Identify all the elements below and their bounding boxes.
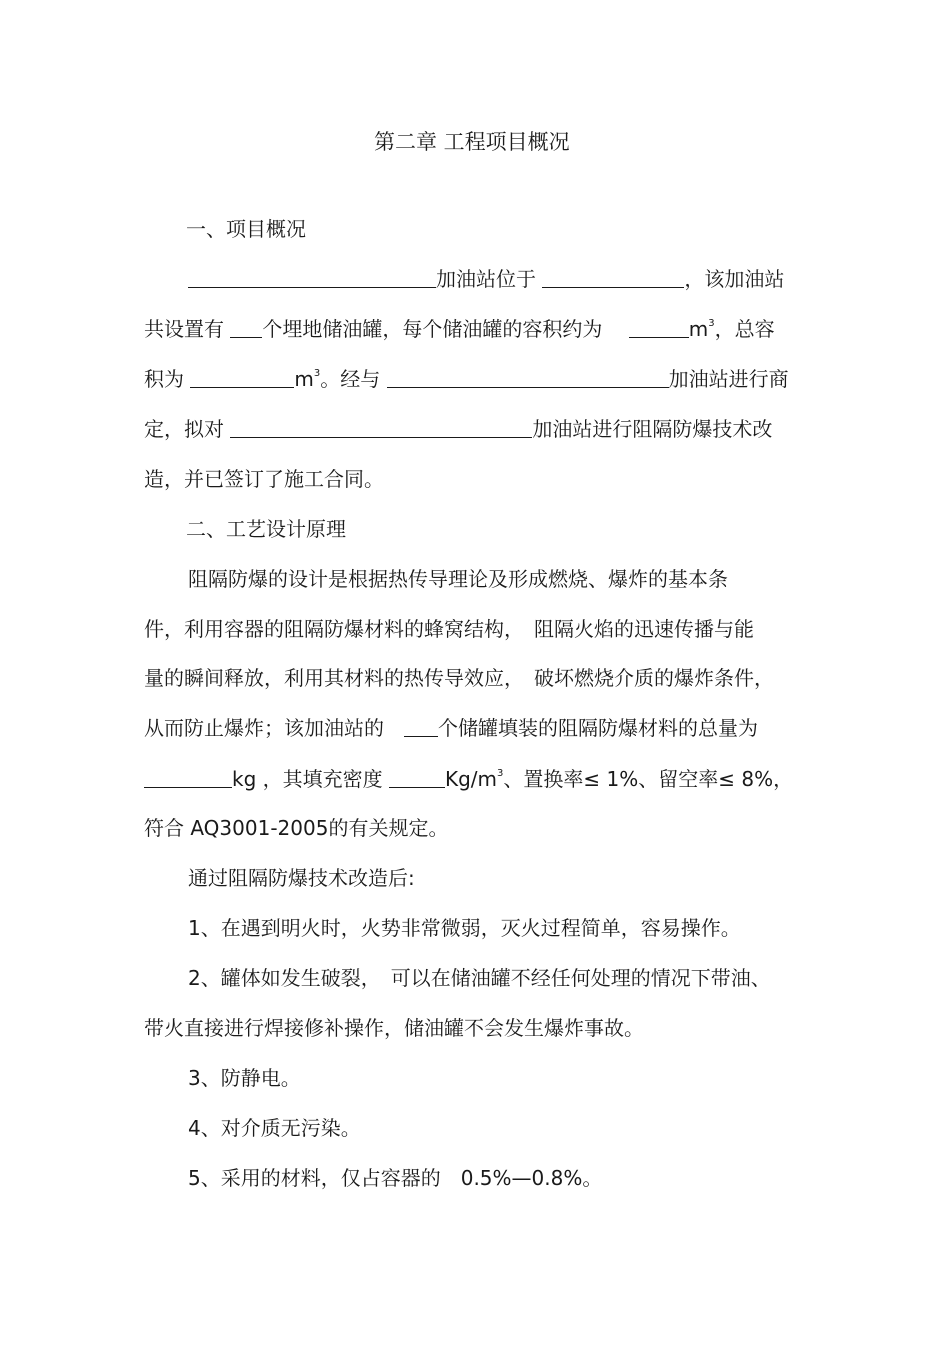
overview-line-2 xyxy=(144,317,775,341)
text: m xyxy=(294,367,314,391)
text: ，总容 xyxy=(714,317,775,341)
list-item: 5、采用的材料，仅占容器的 0.5%—0.8%。 xyxy=(188,1166,603,1190)
text: 积为 xyxy=(144,367,184,391)
process-line-5 xyxy=(144,767,793,791)
blank-field xyxy=(404,716,438,737)
blank-field xyxy=(542,267,684,288)
text: 从而防止爆炸；该加油站的 xyxy=(144,716,384,740)
superscript: 3 xyxy=(313,368,321,379)
list-item: 带火直接进行焊接修补操作，储油罐不会发生爆炸事故。 xyxy=(144,1016,644,1040)
process-line-4 xyxy=(144,716,758,740)
text: Kg/m xyxy=(445,767,498,791)
list-item: 4、对介质无污染。 xyxy=(188,1116,361,1140)
text: 加油站进行阻隔防爆技术改 xyxy=(532,417,773,441)
section-heading-overview: 一、项目概况 xyxy=(186,217,306,241)
list-item: 1、在遇到明火时，火势非常微弱，灭火过程简单，容易操作。 xyxy=(188,916,741,940)
text: 加油站进行商 xyxy=(668,367,789,391)
blank-field xyxy=(188,267,436,288)
process-line-2: 件，利用容器的阻隔防爆材料的蜂窝结构， 阻隔火焰的迅速传播与能 xyxy=(144,617,754,641)
text: 个埋地储油罐，每个储油罐的容积约为 xyxy=(262,317,603,341)
list-item: 3、防静电。 xyxy=(188,1066,301,1090)
blank-field xyxy=(230,317,262,338)
list-item: 2、罐体如发生破裂， 可以在储油罐不经任何处理的情况下带油、 xyxy=(188,966,771,990)
process-line-1: 阻隔防爆的设计是根据热传导理论及形成燃烧、爆炸的基本条 xyxy=(188,567,728,591)
blank-field xyxy=(629,317,689,338)
overview-line-4 xyxy=(144,417,772,441)
text: kg ，其填充密度 xyxy=(232,767,383,791)
blank-field xyxy=(144,767,232,788)
text: 加油站位于 xyxy=(436,267,536,291)
text: 定，拟对 xyxy=(144,417,224,441)
process-line-6: 符合 AQ3001-2005的有关规定。 xyxy=(144,816,449,840)
text: 共设置有 xyxy=(144,317,224,341)
text: 、置换率≤ 1%、留空率≤ 8%， xyxy=(503,767,794,791)
process-line-3: 量的瞬间释放，利用其材料的热传导效应， 破坏燃烧介质的爆炸条件， xyxy=(144,666,774,690)
section-heading-process: 二、工艺设计原理 xyxy=(186,517,346,541)
superscript: 3 xyxy=(708,318,715,329)
text: 个储罐填装的阻隔防爆材料的总量为 xyxy=(438,716,758,740)
superscript: 3 xyxy=(497,768,504,779)
overview-line-1 xyxy=(188,267,784,291)
blank-field xyxy=(387,367,669,388)
text: 。经与 xyxy=(320,367,381,391)
overview-line-3 xyxy=(144,367,789,391)
blank-field xyxy=(230,417,532,438)
after-heading: 通过阻隔防爆技术改造后: xyxy=(188,866,415,890)
blank-field xyxy=(389,767,445,788)
blank-field xyxy=(190,367,294,388)
overview-line-5: 造，并已签订了施工合同。 xyxy=(144,467,384,491)
chapter-title: 第二章 工程项目概况 xyxy=(374,130,570,154)
text: m xyxy=(688,317,709,341)
text: ，该加油站 xyxy=(684,267,785,291)
